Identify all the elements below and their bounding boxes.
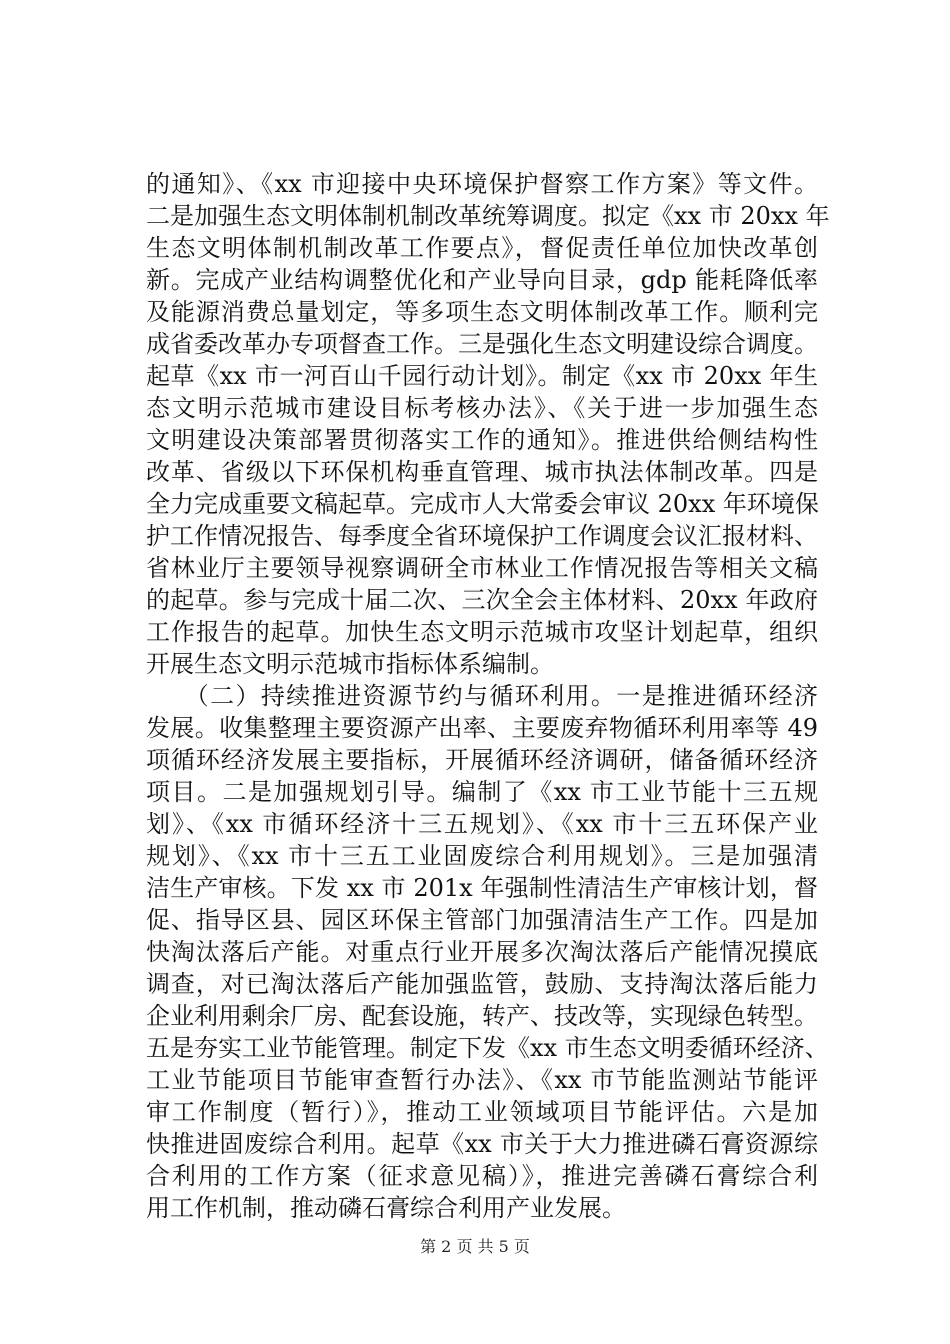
text-line-21: 划》、《xx 市循环经济十三五规划》、《xx 市十三五环保产业 bbox=[146, 810, 818, 838]
text-line-31: 快推进固废综合利用。起草《xx 市关于大力推进磷石膏资源综 bbox=[146, 1130, 818, 1158]
text-line-30: 审工作制度（暂行）》，推动工业领域项目节能评估。六是加 bbox=[146, 1098, 818, 1126]
text-line-15: 工作报告的起草。加快生态文明示范城市攻坚计划起草，组织 bbox=[146, 618, 818, 646]
text-line-25: 快淘汰落后产能。对重点行业开展多次淘汰落后产能情况摸底 bbox=[146, 938, 818, 966]
text-line-29: 工业节能项目节能审查暂行办法》、《xx 市节能监测站节能评 bbox=[146, 1066, 818, 1094]
text-line-23: 洁生产审核。下发 xx 市 201x 年强制性清洁生产审核计划，督 bbox=[146, 874, 818, 902]
text-line-1: 的通知》、《xx 市迎接中央环境保护督察工作方案》等文件。 bbox=[146, 170, 818, 198]
text-line-5: 及能源消费总量划定，等多项生态文明体制改革工作。顺利完 bbox=[146, 298, 818, 326]
text-line-11: 全力完成重要文稿起草。完成市人大常委会审议 20xx 年环境保 bbox=[146, 490, 819, 518]
body-text bbox=[146, 168, 830, 1224]
text-line-4: 新。完成产业结构调整优化和产业导向目录，gdp 能耗降低率 bbox=[146, 266, 818, 294]
text-line-17: （二）持续推进资源节约与循环利用。一是推进循环经济 bbox=[146, 682, 818, 710]
text-line-19: 项循环经济发展主要指标，开展循环经济调研，储备循环经济 bbox=[146, 746, 818, 774]
text-line-28: 五是夯实工业节能管理。制定下发《xx 市生态文明委循环经济、 bbox=[146, 1034, 829, 1062]
page-number-footer: 第 2 页 共 5 页 bbox=[420, 1237, 530, 1256]
text-line-14: 的起草。参与完成十届二次、三次全会主体材料、20xx 年政府 bbox=[146, 586, 818, 614]
text-line-13: 省林业厅主要领导视察调研全市林业工作情况报告等相关文稿 bbox=[146, 554, 818, 582]
text-line-24: 促、指导区县、园区环保主管部门加强清洁生产工作。四是加 bbox=[146, 906, 818, 934]
text-line-27: 企业利用剩余厂房、配套设施，转产、技改等，实现绿色转型。 bbox=[146, 1002, 818, 1030]
text-line-22: 规划》、《xx 市十三五工业固废综合利用规划》。三是加强清 bbox=[146, 842, 818, 870]
text-line-6: 成省委改革办专项督查工作。三是强化生态文明建设综合调度。 bbox=[146, 330, 818, 358]
text-line-32: 合利用的工作方案（征求意见稿）》，推进完善磷石膏综合利 bbox=[146, 1162, 818, 1190]
text-line-8: 态文明示范城市建设目标考核办法》、《关于进一步加强生态 bbox=[146, 394, 818, 422]
text-line-3: 生态文明体制机制改革工作要点》，督促责任单位加快改革创 bbox=[146, 234, 818, 262]
text-line-2: 二是加强生态文明体制机制改革统筹调度。拟定《xx 市 20xx 年 bbox=[146, 202, 830, 230]
text-line-10: 改革、省级以下环保机构垂直管理、城市执法体制改革。四是 bbox=[146, 458, 818, 486]
text-line-16: 开展生态文明示范城市指标体系编制。 bbox=[146, 650, 554, 678]
text-line-33: 用工作机制，推动磷石膏综合利用产业发展。 bbox=[146, 1194, 626, 1222]
text-line-20: 项目。二是加强规划引导。编制了《xx 市工业节能十三五规 bbox=[146, 778, 818, 806]
text-line-12: 护工作情况报告、每季度全省环境保护工作调度会议汇报材料、 bbox=[146, 522, 818, 550]
text-line-18: 发展。收集整理主要资源产出率、主要废弃物循环利用率等 49 bbox=[146, 714, 818, 742]
text-line-9: 文明建设决策部署贯彻落实工作的通知》。推进供给侧结构性 bbox=[146, 426, 818, 454]
text-line-26: 调查，对已淘汰落后产能加强监管，鼓励、支持淘汰落后能力 bbox=[146, 970, 818, 998]
text-line-7: 起草《xx 市一河百山千园行动计划》。制定《xx 市 20xx 年生 bbox=[146, 362, 818, 390]
